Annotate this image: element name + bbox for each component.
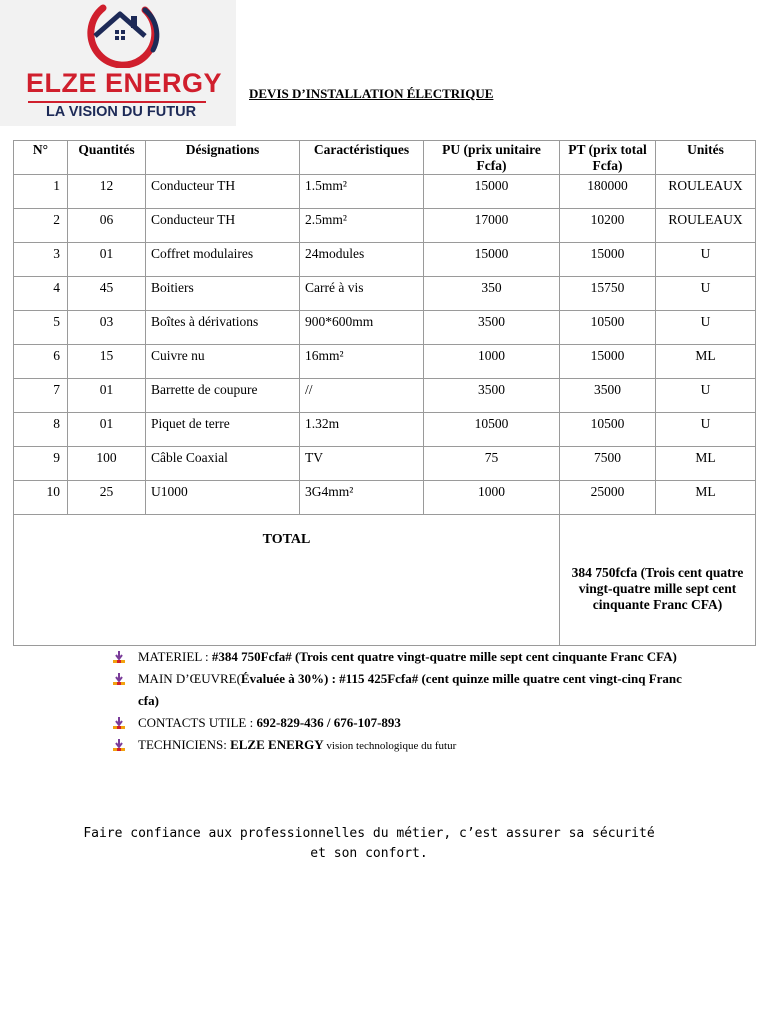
main-oeuvre-evaluation: Évaluée à 30% (240, 671, 324, 686)
cell-total-price: 180000 (560, 175, 656, 209)
cell-characteristics: 1.32m (300, 413, 424, 447)
cell-total-price: 10500 (560, 413, 656, 447)
cell-designation: Conducteur TH (146, 209, 300, 243)
cell-designation: Boitiers (146, 277, 300, 311)
cell-designation: Boîtes à dérivations (146, 311, 300, 345)
table-row (14, 447, 756, 481)
cell-unit-price: 17000 (424, 209, 560, 243)
cell-quantity: 45 (68, 277, 146, 311)
cell-total-price: 10200 (560, 209, 656, 243)
cell-unit: U (656, 277, 756, 311)
table-header-row (14, 141, 756, 175)
cell-characteristics: 24modules (300, 243, 424, 277)
cell-unit: ROULEAUX (656, 175, 756, 209)
cell-unit-price: 15000 (424, 175, 560, 209)
footer-slogan: Faire confiance aux professionnelles du métier, c’est assurer sa sécurité et son confort. (83, 826, 655, 861)
arrow-bullet-icon (112, 650, 126, 664)
cell-characteristics: // (300, 379, 424, 413)
company-logo (0, 0, 236, 126)
cell-unit-price: 3500 (424, 379, 560, 413)
techniciens-company: ELZE ENERGY (230, 737, 324, 752)
cell-number: 9 (14, 447, 68, 481)
cell-total-price: 10500 (560, 311, 656, 345)
cell-designation: Câble Coaxial (146, 447, 300, 481)
cell-total-price: 25000 (560, 481, 656, 515)
note-techniciens (112, 734, 692, 757)
header-quantity: Quantités (68, 141, 146, 175)
cell-number: 2 (14, 209, 68, 243)
table-row (14, 345, 756, 379)
cell-characteristics: 1.5mm² (300, 175, 424, 209)
note-main-oeuvre (112, 668, 692, 712)
cell-unit: U (656, 311, 756, 345)
total-row (14, 515, 756, 646)
cell-characteristics: 2.5mm² (300, 209, 424, 243)
quote-table (13, 140, 756, 646)
note-materiel (112, 646, 692, 668)
cell-quantity: 01 (68, 243, 146, 277)
cell-quantity: 100 (68, 447, 146, 481)
cell-quantity: 03 (68, 311, 146, 345)
cell-quantity: 01 (68, 413, 146, 447)
cell-quantity: 01 (68, 379, 146, 413)
cell-unit-price: 75 (424, 447, 560, 481)
cell-unit-price: 350 (424, 277, 560, 311)
cell-total-price: 15750 (560, 277, 656, 311)
table-row (14, 413, 756, 447)
cell-designation: Conducteur TH (146, 175, 300, 209)
logo-tagline: LA VISION DU FUTUR (45, 104, 197, 120)
header-units: Unités (656, 141, 756, 175)
logo-underline (28, 101, 206, 103)
cell-number: 6 (14, 345, 68, 379)
cell-number: 10 (14, 481, 68, 515)
cell-quantity: 06 (68, 209, 146, 243)
cell-characteristics: Carré à vis (300, 277, 424, 311)
cell-number: 3 (14, 243, 68, 277)
table-row (14, 243, 756, 277)
table-row (14, 481, 756, 515)
document-title: DEVIS D’INSTALLATION ÉLECTRIQUE (249, 86, 494, 101)
cell-unit: U (656, 243, 756, 277)
note-contacts (112, 712, 692, 734)
cell-number: 1 (14, 175, 68, 209)
cell-designation: Piquet de terre (146, 413, 300, 447)
cell-characteristics: 16mm² (300, 345, 424, 379)
header-unit-price: PU (prix unitaire Fcfa) (424, 141, 560, 175)
cell-number: 4 (14, 277, 68, 311)
cell-number: 8 (14, 413, 68, 447)
cell-characteristics: TV (300, 447, 424, 481)
header-characteristics: Caractéristiques (300, 141, 424, 175)
cell-total-price: 3500 (560, 379, 656, 413)
total-value: 384 750fcfa (Trois cent quatre vingt-quatre mille sept cent cinquante Franc CFA) (560, 515, 756, 646)
cell-characteristics: 3G4mm² (300, 481, 424, 515)
arrow-bullet-icon (112, 716, 126, 730)
table-row (14, 311, 756, 345)
techniciens-slogan: vision technologique du futur (323, 740, 457, 752)
cell-designation: Cuivre nu (146, 345, 300, 379)
contacts-label: CONTACTS UTILE : (138, 715, 257, 730)
main-oeuvre-label: MAIN D’ŒUVRE( (138, 671, 241, 686)
cell-designation: Barrette de coupure (146, 379, 300, 413)
cell-designation: Coffret modulaires (146, 243, 300, 277)
header-total-price: PT (prix total Fcfa) (560, 141, 656, 175)
cell-characteristics: 900*600mm (300, 311, 424, 345)
contacts-value: 692-829-436 / 676-107-893 (256, 715, 401, 730)
cell-unit: ROULEAUX (656, 209, 756, 243)
materiel-value: #384 750Fcfa# (Trois cent quatre vingt-quatre mille sept cent cinquante Franc CFA) (211, 649, 677, 664)
cell-total-price: 15000 (560, 345, 656, 379)
cell-number: 5 (14, 311, 68, 345)
materiel-label: MATERIEL : (138, 649, 212, 664)
cell-unit-price: 15000 (424, 243, 560, 277)
cell-quantity: 12 (68, 175, 146, 209)
cell-quantity: 25 (68, 481, 146, 515)
cell-unit-price: 3500 (424, 311, 560, 345)
table-row (14, 277, 756, 311)
techniciens-label: TECHNICIENS: (138, 737, 231, 752)
table-row (14, 209, 756, 243)
logo-company-name: ELZE ENERGY (26, 68, 223, 98)
header-number: N° (14, 141, 68, 175)
header-designation: Désignations (146, 141, 300, 175)
cell-unit: ML (656, 345, 756, 379)
table-row (14, 175, 756, 209)
cell-designation: U1000 (146, 481, 300, 515)
arrow-bullet-icon (112, 738, 126, 752)
main-oeuvre-separator: ) : (323, 671, 340, 686)
main-oeuvre-value: #115 425Fcfa# (cent quinze mille quatre cent vingt-cinq Franc cfa) (138, 671, 682, 708)
cell-total-price: 7500 (560, 447, 656, 481)
house-logo-icon (75, 0, 165, 68)
cell-unit: ML (656, 447, 756, 481)
cell-quantity: 15 (68, 345, 146, 379)
table-row (14, 379, 756, 413)
cell-unit: U (656, 413, 756, 447)
cell-unit: ML (656, 481, 756, 515)
arrow-bullet-icon (112, 672, 126, 686)
cell-total-price: 15000 (560, 243, 656, 277)
total-label: TOTAL (14, 515, 560, 646)
cell-unit-price: 1000 (424, 481, 560, 515)
notes-list (112, 646, 692, 757)
cell-unit-price: 10500 (424, 413, 560, 447)
cell-number: 7 (14, 379, 68, 413)
cell-unit-price: 1000 (424, 345, 560, 379)
cell-unit: U (656, 379, 756, 413)
